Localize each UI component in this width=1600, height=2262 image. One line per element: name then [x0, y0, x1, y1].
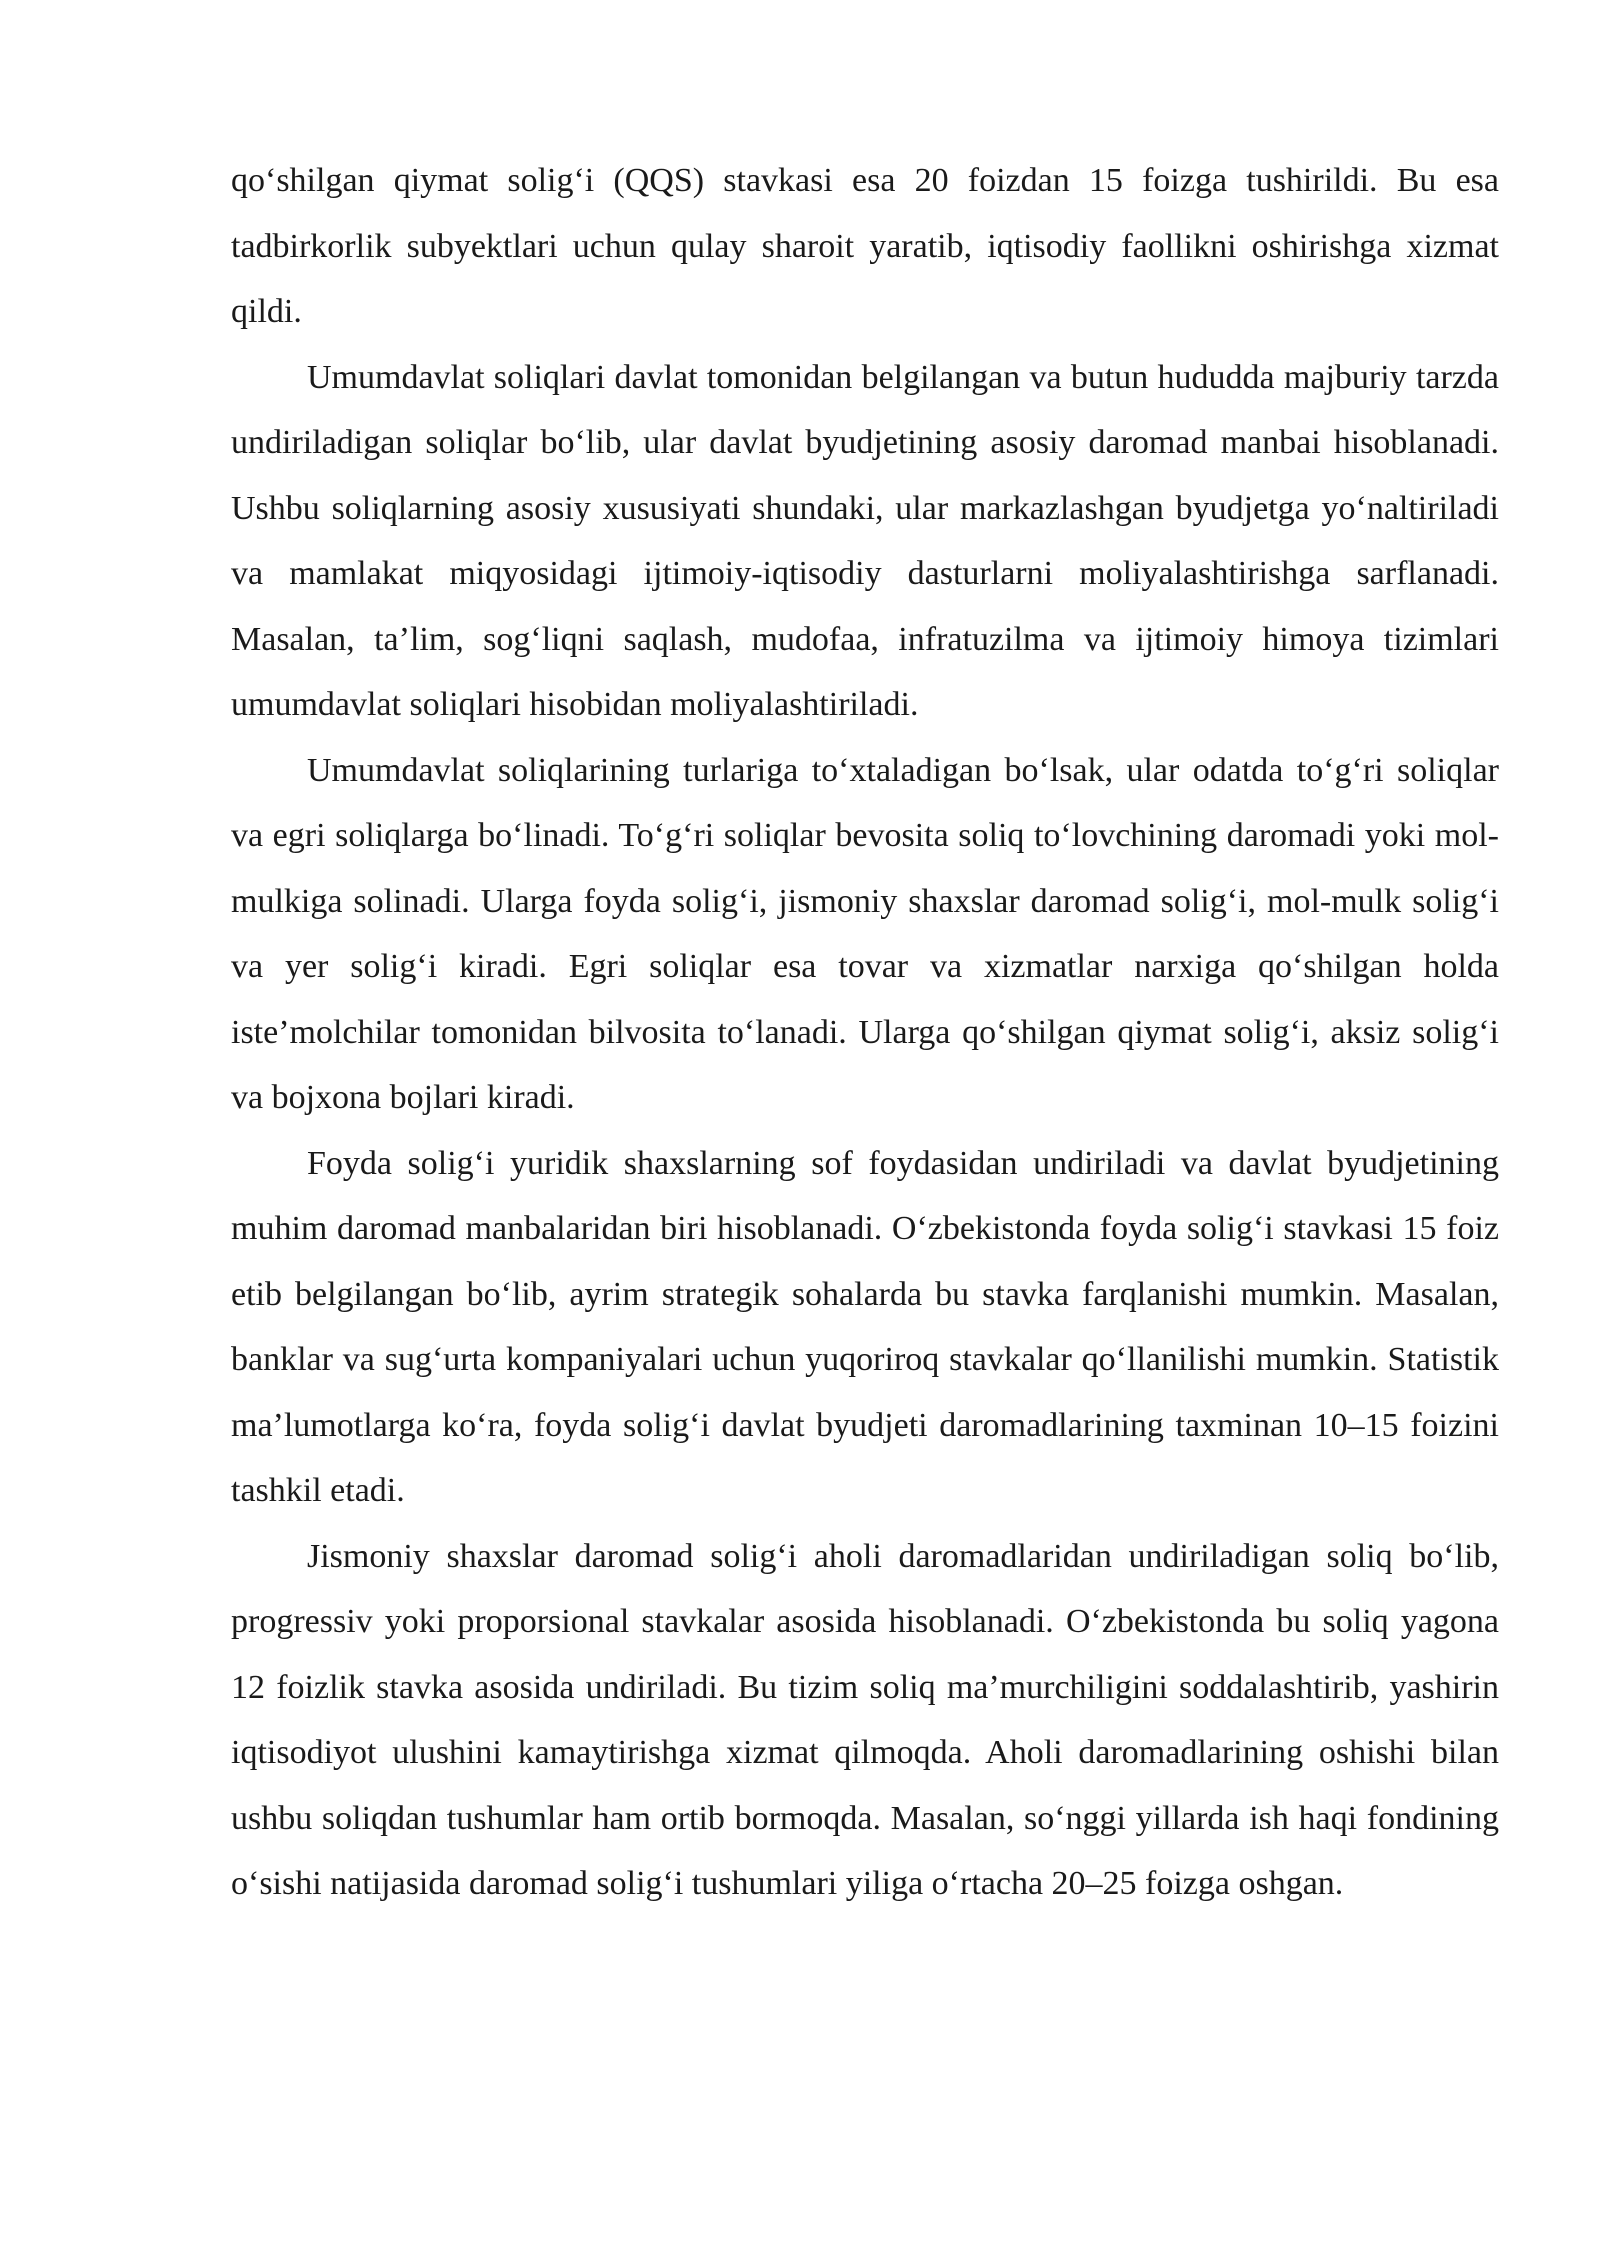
paragraph-foyda-soligi: Foyda solig‘i yuridik shaxslarning sof foydasidan undiriladi va davlat byudjetining muhim daromad manbalaridan biri hisoblanadi. O‘zbekistonda foyda solig‘i stavkasi 15 foiz etib belgilangan bo‘lib, ayrim strategik sohalarda bu stavka farqlanishi mumkin. Masalan, banklar va sug‘urta kompaniyalari uchun yuqoriroq stavkalar qo‘llanilishi mumkin. Statistik ma’lumotlarga ko‘ra, foyda solig‘i davlat byudjeti daromadlarining taxminan 10–15 foizini tashkil etadi. [231, 1144, 1499, 1509]
document-page [231, 148, 1499, 1917]
paragraph-umumdavlat-soliqlari: Umumdavlat soliqlari davlat tomonidan belgilangan va butun hududda majburiy tarzda undiriladigan soliqlar bo‘lib, ular davlat byudjetining asosiy daromad manbai hisoblanadi. Ushbu soliqlarning asosiy xususiyati shundaki, ular markazlashgan byudjetga yo‘naltiriladi va mamlakat miqyosidagi ijtimoiy-iqtisodiy dasturlarni moliyalashtirishga sarflanadi. Masalan, ta’lim, sog‘liqni saqlash, mudofaa, infratuzilma va ijtimoiy himoya tizimlari umumdavlat soliqlari hisobidan moliyalashtiriladi. [231, 358, 1499, 723]
paragraph-daromad-soligi: Jismoniy shaxslar daromad solig‘i aholi daromadlaridan undiriladigan soliq bo‘lib, progressiv yoki proporsional stavkalar asosida hisoblanadi. O‘zbekistonda bu soliq yagona 12 foizlik stavka asosida undiriladi. Bu tizim soliq ma’murchiligini soddalashtirib, yashirin iqtisodiyot ulushini kamaytirishga xizmat qilmoqda. Aholi daromadlarining oshishi bilan ushbu soliqdan tushumlar ham ortib bormoqda. Masalan, so‘nggi yillarda ish haqi fondining o‘sishi natijasida daromad solig‘i tushumlari yiliga o‘rtacha 20–25 foizga oshgan. [231, 1537, 1499, 1902]
paragraph-soliq-turlari: Umumdavlat soliqlarining turlariga to‘xtaladigan bo‘lsak, ular odatda to‘g‘ri soliqlar va egri soliqlarga bo‘linadi. To‘g‘ri soliqlar bevosita soliq to‘lovchining daromadi yoki mol-mulkiga solinadi. Ularga foyda solig‘i, jismoniy shaxslar daromad solig‘i, mol-mulk solig‘i va yer solig‘i kiradi. Egri soliqlar esa tovar va xizmatlar narxiga qo‘shilgan holda iste’molchilar tomonidan bilvosita to‘lanadi. Ularga qo‘shilgan qiymat solig‘i, aksiz solig‘i va bojxona bojlari kiradi. [231, 751, 1499, 1116]
paragraph-continuation: qo‘shilgan qiymat solig‘i (QQS) stavkasi esa 20 foizdan 15 foizga tushirildi. Bu esa tadbirkorlik subyektlari uchun qulay sharoit yaratib, iqtisodiy faollikni oshirishga xizmat qildi. [231, 162, 1499, 330]
